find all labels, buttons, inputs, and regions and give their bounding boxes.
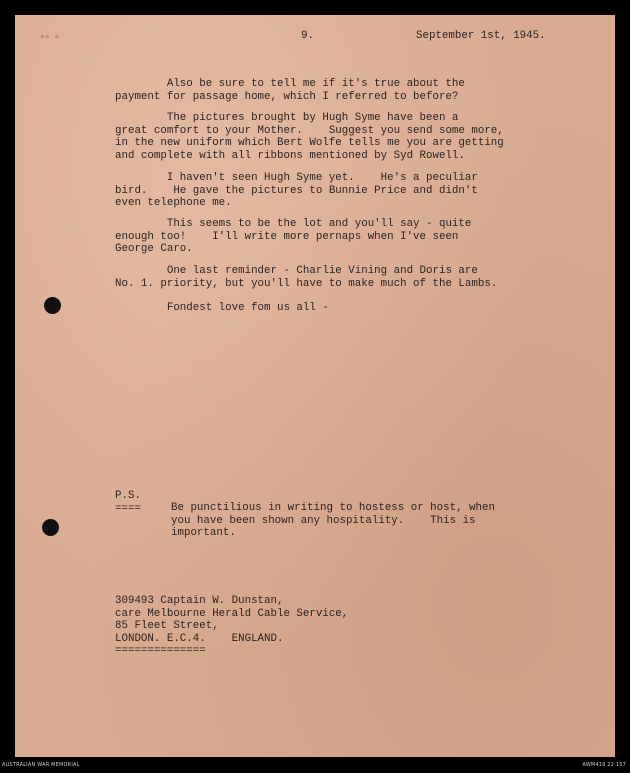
- corner-mark: ᵒᵒ ᵒ: [40, 34, 60, 43]
- closing-line: Fondest love fom us all -: [115, 302, 329, 314]
- ps-label: P.S. ====: [115, 490, 141, 515]
- paragraph-hugh-syme: I haven't seen Hugh Syme yet. He's a peculiar bird. He gave the pictures to Bunnie Price and didn't even telephone me.: [115, 172, 478, 209]
- recipient-address: 309493 Captain W. Dunstan, care Melbourne Herald Cable Service, 85 Fleet Street, LONDON. E.C.4. ENGLAND. ==============: [115, 595, 349, 657]
- punch-hole-upper: [44, 297, 61, 314]
- paragraph-pictures: The pictures brought by Hugh Syme have been a great comfort to your Mother. Suggest you send some more, in the new uniform which Bert Wolfe tells me you are getting and complete with all ribbons mentioned by Syd Rowell.: [115, 112, 504, 162]
- paragraph-passage: Also be sure to tell me if it's true about the payment for passage home, which I referred to before?: [115, 78, 465, 103]
- paragraph-reminder: One last reminder - Charlie Vining and Doris are No. 1. priority, but you'll have to make much of the Lambs.: [115, 265, 498, 290]
- punch-hole-lower: [42, 519, 59, 536]
- paragraph-the-lot: This seems to be the lot and you'll say - quite enough too! I'll write more pernaps when I've seen George Caro.: [115, 218, 472, 255]
- letter-date: September 1st, 1945.: [416, 30, 546, 42]
- archive-reference: AWM419 22 157: [582, 762, 626, 768]
- archive-credit: AUSTRALIAN WAR MEMORIAL: [2, 762, 80, 768]
- ps-text: Be punctilious in writing to hostess or host, when you have been shown any hospitality. This is important.: [171, 502, 495, 539]
- page-number: 9.: [301, 30, 314, 42]
